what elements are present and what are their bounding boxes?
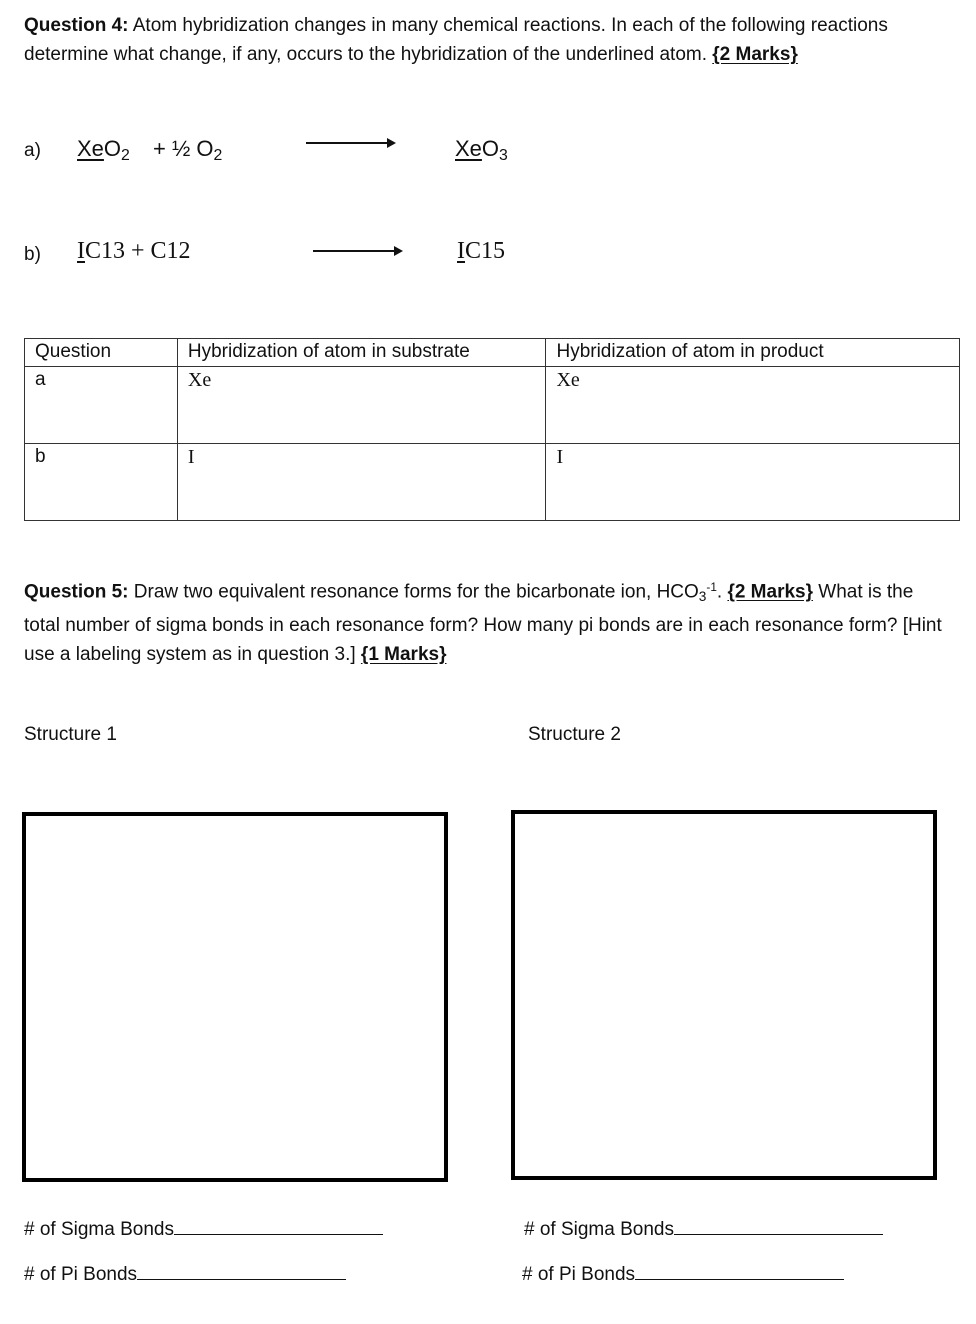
hybridization-table <box>24 338 960 521</box>
question-5-sub: 3 <box>698 588 707 604</box>
question-5-text <box>24 573 954 669</box>
table-cell-substrate[interactable]: Xe <box>177 367 546 444</box>
table-row <box>25 367 960 444</box>
reaction-a-plus-sub: 2 <box>213 146 223 164</box>
question-5-label: Question 5: <box>24 581 129 603</box>
table-header-row <box>25 339 960 367</box>
question-5-body-2: . <box>716 581 728 603</box>
structure-2-title: Structure 2 <box>528 724 621 745</box>
reaction-a-reactant <box>77 136 130 165</box>
reaction-a-product-sub: 3 <box>499 146 508 164</box>
structure-2-sigma-blank[interactable] <box>674 1234 883 1235</box>
question-5-marks-1: {2 Marks} <box>727 581 813 603</box>
question-5-sup: -1 <box>706 581 717 594</box>
reaction-a-plus: + ½ O <box>153 136 214 161</box>
table-header-product: Hybridization of atom in product <box>546 339 960 367</box>
structure-2-pi-blank[interactable] <box>635 1279 844 1280</box>
structure-1-sigma-blank[interactable] <box>174 1234 383 1235</box>
reaction-a-arrow <box>306 142 392 144</box>
reaction-b-product-rest: C15 <box>465 238 506 264</box>
table-cell-question: b <box>25 444 178 521</box>
question-4-label: Question 4: <box>24 15 129 36</box>
structure-1-title: Structure 1 <box>24 724 117 745</box>
table-header-question: Question <box>25 339 178 367</box>
table-row <box>25 444 960 521</box>
reaction-a-reactant-sub: 2 <box>121 146 130 164</box>
reaction-b-reactant-atom: I <box>77 238 85 264</box>
structure-1-pi-label: # of Pi Bonds <box>24 1264 138 1285</box>
question-4-body: Atom hybridization changes in many chemical reactions. In each of the following reactions determine what change, if any, occurs to the hybridization of the underlined atom. <box>24 15 888 65</box>
reaction-b-reactant <box>77 238 191 265</box>
reaction-a-reactant-rest: O <box>103 136 122 161</box>
table-cell-question: a <box>25 367 178 444</box>
reaction-a-product-atom: Xe <box>455 136 482 161</box>
question-5-body-3: What is the total number of sigma bonds in each resonance form? How many pi bonds are in each resonance form? [Hint use a labeling system as in question 3.] <box>24 581 942 665</box>
table-header-substrate: Hybridization of atom in substrate <box>177 339 546 367</box>
reaction-a-coreactant <box>153 136 222 165</box>
table-cell-substrate[interactable]: I <box>177 444 546 521</box>
question-4-marks: {2 Marks} <box>712 44 798 65</box>
reaction-b-label: b) <box>24 244 41 265</box>
reaction-b-product <box>457 238 505 265</box>
reaction-a-label: a) <box>24 140 41 161</box>
structure-2-drawing-box[interactable] <box>511 810 937 1180</box>
question-4-text <box>24 11 954 69</box>
table-cell-product[interactable]: I <box>546 444 960 521</box>
structure-1-pi-blank[interactable] <box>137 1279 346 1280</box>
reaction-b-product-atom: I <box>457 238 465 264</box>
reaction-b-reactant-rest: C13 + C12 <box>85 238 191 264</box>
structure-2-pi-label: # of Pi Bonds <box>522 1264 636 1285</box>
structure-2-pi-answer <box>522 1264 844 1286</box>
structure-1-sigma-label: # of Sigma Bonds <box>24 1219 174 1240</box>
reaction-a-product-rest: O <box>481 136 500 161</box>
structure-1-drawing-box[interactable] <box>22 812 448 1182</box>
question-5-marks-2: {1 Marks} <box>360 643 447 665</box>
structure-1-pi-answer <box>24 1264 346 1286</box>
structure-2-sigma-answer <box>524 1219 883 1241</box>
structure-2-sigma-label: # of Sigma Bonds <box>524 1219 674 1240</box>
reaction-b-arrow <box>313 250 399 252</box>
reaction-a-product <box>455 136 508 165</box>
question-5-body-1: Draw two equivalent resonance forms for the bicarbonate ion, HCO <box>128 581 699 603</box>
reaction-a-reactant-atom: Xe <box>77 136 104 161</box>
table-cell-product[interactable]: Xe <box>546 367 960 444</box>
structure-1-sigma-answer <box>24 1219 383 1241</box>
